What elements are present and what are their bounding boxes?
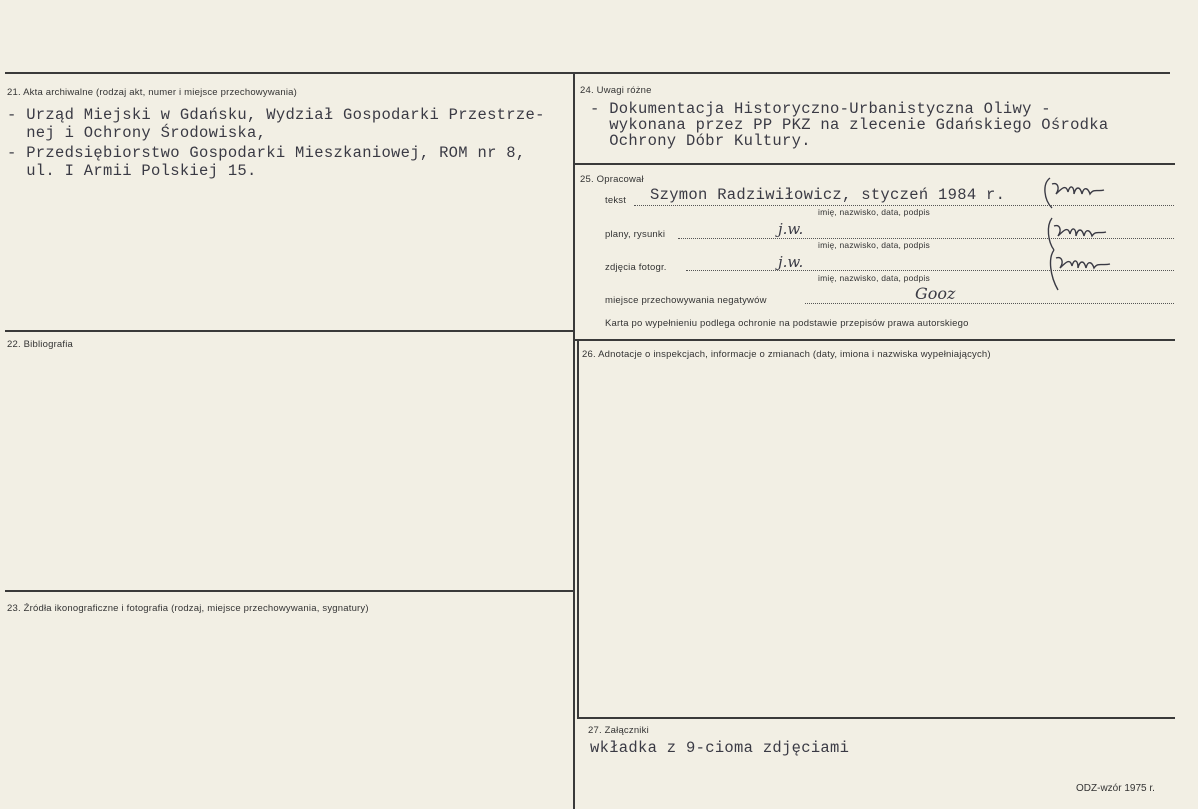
- section-24-label: 24. Uwagi różne: [580, 85, 652, 96]
- section-24-line-1: - Dokumentacja Historyczno-Urbanistyczna Oliwy -: [590, 100, 1051, 118]
- tekst-label: tekst: [605, 195, 627, 206]
- plany-label: plany, rysunki: [605, 229, 666, 240]
- section-27-value: wkładka z 9-cioma zdjęciami: [590, 739, 850, 757]
- section-25-label: 25. Opracował: [580, 174, 644, 185]
- form-number: ODZ-wzór 1975 r.: [1076, 783, 1155, 794]
- copyright-note: Karta po wypełnieniu podlega ochronie na podstawie przepisów prawa autorskiego: [605, 318, 969, 329]
- zdjecia-label: zdjęcia fotogr.: [605, 262, 667, 273]
- section-24-line-2: wykonana przez PP PKZ na zlecenie Gdańskiego Ośrodka: [590, 116, 1109, 134]
- negatywy-dotted-line: [805, 303, 1174, 304]
- section-26-label: 26. Adnotacje o inspekcjach, informacje o zmianach (daty, imiona i nazwiska wypełniających): [582, 349, 991, 360]
- column-divider: [573, 74, 575, 809]
- rule-24-25: [575, 163, 1175, 165]
- section-23-label: 23. Źródła ikonograficzne i fotografia (rodzaj, miejsce przechowywania, sygnatury): [7, 603, 369, 614]
- section-26-divider: [577, 341, 579, 719]
- rule-25-26: [575, 339, 1175, 341]
- tekst-value: Szymon Radziwiłowicz, styczeń 1984 r.: [650, 186, 1006, 204]
- negatywy-value: Gooz: [915, 284, 956, 303]
- signature-tekst: [1040, 174, 1120, 214]
- section-24-line-3: Ochrony Dóbr Kultury.: [590, 132, 811, 150]
- plany-value: j.w.: [778, 220, 804, 238]
- rule-21-22: [5, 330, 573, 332]
- section-21-label: 21. Akta archiwalne (rodzaj akt, numer i miejsce przechowywania): [7, 87, 298, 98]
- negatywy-label: miejsce przechowywania negatywów: [605, 295, 767, 306]
- section-22-label: 22. Bibliografia: [7, 339, 74, 350]
- signature-zdjecia: [1040, 246, 1120, 294]
- section-21-line-3: - Przedsiębiorstwo Gospodarki Mieszkaniowej, ROM nr 8,: [7, 144, 526, 162]
- section-21-line-1: - Urząd Miejski w Gdańsku, Wydział Gospodarki Przestrze-: [7, 106, 545, 124]
- rule-22-23: [5, 590, 573, 592]
- section-27-label: 27. Załączniki: [588, 725, 649, 736]
- rule-26-27: [579, 717, 1175, 719]
- zdjecia-hint: imię, nazwisko, data, podpis: [818, 273, 930, 283]
- section-21-line-2: nej i Ochrony Środowiska,: [7, 124, 267, 142]
- tekst-hint: imię, nazwisko, data, podpis: [818, 207, 930, 217]
- zdjecia-value: j.w.: [778, 253, 804, 271]
- plany-hint: imię, nazwisko, data, podpis: [818, 240, 930, 250]
- top-rule: [5, 72, 1170, 74]
- section-21-line-4: ul. I Armii Polskiej 15.: [7, 162, 257, 180]
